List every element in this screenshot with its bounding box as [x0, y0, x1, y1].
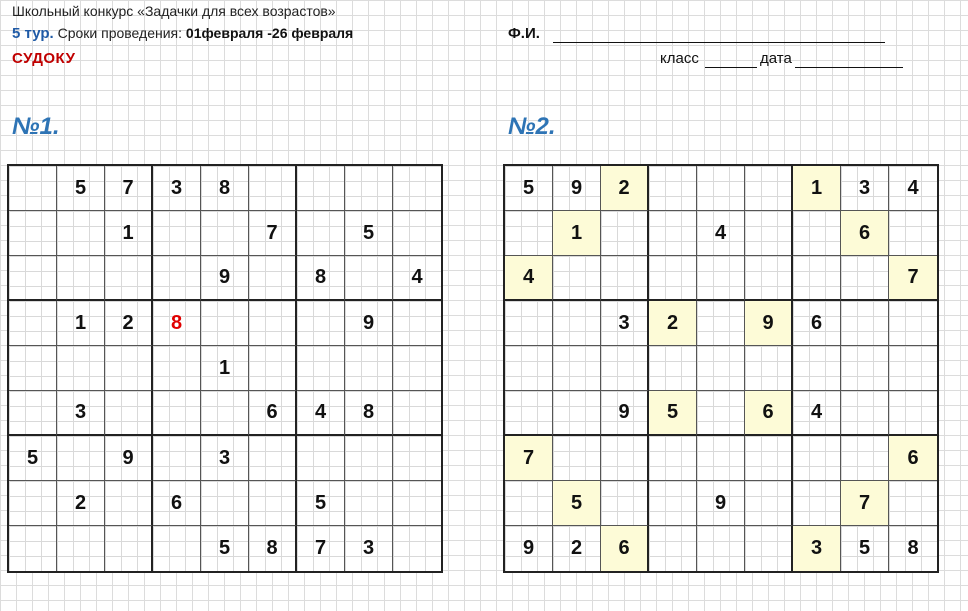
sudoku-cell[interactable] — [745, 256, 793, 301]
date-label: дата — [760, 50, 792, 67]
sudoku-cell[interactable] — [697, 346, 745, 391]
sudoku-cell[interactable]: 4 — [393, 256, 441, 301]
sudoku-cell[interactable] — [841, 346, 889, 391]
sudoku-cell[interactable]: 4 — [505, 256, 553, 301]
sudoku-cell[interactable] — [697, 256, 745, 301]
sudoku-cell[interactable] — [889, 301, 937, 346]
sudoku-cell[interactable]: 2 — [105, 301, 153, 346]
sudoku-cell[interactable] — [297, 211, 345, 256]
sudoku-cell[interactable] — [697, 436, 745, 481]
sudoku-cell[interactable] — [649, 256, 697, 301]
sudoku-cell[interactable] — [153, 436, 201, 481]
sudoku-cell[interactable] — [57, 526, 105, 571]
sudoku-cell[interactable] — [249, 166, 297, 211]
sudoku-cell[interactable]: 6 — [841, 211, 889, 256]
sudoku-cell[interactable]: 9 — [105, 436, 153, 481]
sudoku-cell[interactable]: 3 — [601, 301, 649, 346]
sudoku-cell[interactable] — [297, 301, 345, 346]
sudoku-cell[interactable] — [889, 211, 937, 256]
sudoku-cell[interactable]: 9 — [553, 166, 601, 211]
sudoku-cell[interactable]: 4 — [793, 391, 841, 436]
sudoku-cell[interactable] — [345, 346, 393, 391]
sudoku-cell[interactable]: 9 — [745, 301, 793, 346]
sudoku-cell[interactable]: 9 — [345, 301, 393, 346]
sudoku-cell[interactable]: 5 — [553, 481, 601, 526]
sudoku-cell[interactable] — [745, 346, 793, 391]
sudoku-cell[interactable]: 7 — [297, 526, 345, 571]
sudoku-cell[interactable] — [793, 211, 841, 256]
sudoku-cell[interactable]: 8 — [345, 391, 393, 436]
sudoku-cell[interactable]: 1 — [793, 166, 841, 211]
sudoku-cell[interactable] — [393, 391, 441, 436]
sudoku-cell[interactable] — [697, 301, 745, 346]
sudoku-cell[interactable] — [9, 301, 57, 346]
sudoku-cell[interactable]: 8 — [907, 537, 919, 559]
sudoku-cell[interactable]: 9 — [201, 256, 249, 301]
sudoku-cell[interactable] — [553, 391, 601, 436]
sudoku-cell[interactable]: 6 — [793, 301, 841, 346]
sudoku-cell[interactable] — [793, 346, 841, 391]
sudoku-cell[interactable] — [841, 301, 889, 346]
sudoku-cell[interactable]: 6 — [745, 391, 793, 436]
sudoku-cell[interactable] — [793, 481, 841, 526]
sudoku-grid-1 — [7, 164, 443, 573]
sudoku-cell[interactable] — [601, 346, 649, 391]
sudoku-cell[interactable] — [649, 481, 697, 526]
sudoku-cell[interactable] — [105, 346, 153, 391]
sudoku-cell[interactable]: 8 — [201, 166, 249, 211]
sudoku-cell[interactable]: 3 — [201, 436, 249, 481]
contest-title: Школьный конкурс «Задачки для всех возрастов» — [12, 3, 336, 19]
sudoku-cell[interactable] — [153, 391, 201, 436]
sudoku-cell[interactable] — [745, 166, 793, 211]
sudoku-cell[interactable] — [201, 211, 249, 256]
sudoku-cell[interactable] — [505, 346, 553, 391]
sudoku-cell[interactable] — [105, 481, 153, 526]
sudoku-cell[interactable] — [505, 391, 553, 436]
sudoku-cell[interactable]: 8 — [249, 526, 297, 571]
sudoku-cell[interactable] — [153, 526, 201, 571]
sudoku-cell[interactable] — [505, 211, 553, 256]
sudoku-cell[interactable]: 5 — [9, 436, 57, 481]
sudoku-cell[interactable] — [553, 436, 601, 481]
sudoku-cell[interactable]: 6 — [889, 436, 937, 481]
sudoku-cell[interactable]: 4 — [297, 391, 345, 436]
sudoku-cell[interactable]: 7 — [505, 436, 553, 481]
sudoku-cell[interactable] — [393, 436, 441, 481]
sudoku-cell[interactable]: 8 — [297, 256, 345, 301]
sudoku-cell[interactable] — [9, 211, 57, 256]
sudoku-cell[interactable] — [393, 301, 441, 346]
sudoku-cell[interactable]: 1 — [201, 346, 249, 391]
sudoku-cell[interactable] — [153, 256, 201, 301]
sudoku-cell[interactable] — [249, 256, 297, 301]
sudoku-grid-2 — [503, 164, 939, 573]
sudoku-cell[interactable] — [297, 436, 345, 481]
sudoku-cell[interactable]: 5 — [297, 481, 345, 526]
sudoku-cell[interactable] — [393, 346, 441, 391]
sudoku-cell[interactable] — [249, 436, 297, 481]
period-label: Сроки проведения: — [57, 25, 183, 41]
sudoku-cell[interactable] — [201, 391, 249, 436]
sudoku-cell[interactable]: 6 — [601, 526, 649, 571]
sudoku-cell[interactable] — [841, 391, 889, 436]
sudoku-cell[interactable] — [697, 526, 745, 571]
sudoku-cell[interactable]: 1 — [553, 211, 601, 256]
puzzle1-title: №1. — [12, 113, 60, 140]
sudoku-cell[interactable]: 2 — [553, 526, 601, 571]
sudoku-cell[interactable] — [649, 526, 697, 571]
sudoku-cell[interactable] — [793, 436, 841, 481]
sudoku-cell[interactable] — [345, 256, 393, 301]
sudoku-cell[interactable]: 7 — [889, 256, 937, 301]
sudoku-cell[interactable] — [201, 481, 249, 526]
sudoku-cell[interactable] — [553, 256, 601, 301]
sudoku-cell[interactable] — [601, 436, 649, 481]
sudoku-cell[interactable] — [9, 391, 57, 436]
sudoku-cell[interactable] — [745, 436, 793, 481]
sudoku-cell[interactable] — [393, 211, 441, 256]
sudoku-cell[interactable] — [393, 526, 441, 571]
sudoku-cell[interactable] — [9, 481, 57, 526]
sudoku-cell[interactable]: 6 — [153, 481, 201, 526]
sudoku-cell[interactable]: 9 — [601, 391, 649, 436]
round-info — [12, 25, 353, 42]
sudoku-cell[interactable]: 3 — [153, 166, 201, 211]
sudoku-cell[interactable] — [249, 346, 297, 391]
sudoku-cell[interactable]: 5 — [57, 166, 105, 211]
sudoku-cell[interactable] — [601, 211, 649, 256]
sudoku-cell[interactable] — [793, 256, 841, 301]
sudoku-cell[interactable] — [57, 256, 105, 301]
sudoku-cell[interactable] — [9, 256, 57, 301]
sudoku-cell[interactable]: 5 — [345, 211, 393, 256]
sudoku-cell[interactable] — [889, 346, 937, 391]
dates: 01февраля -26 февраля — [185, 25, 354, 41]
sudoku-cell[interactable] — [889, 391, 937, 436]
sudoku-cell[interactable] — [105, 391, 153, 436]
sudoku-cell[interactable] — [153, 346, 201, 391]
sudoku-cell[interactable]: 5 — [841, 526, 889, 571]
sudoku-cell[interactable] — [57, 346, 105, 391]
sudoku-cell[interactable] — [105, 256, 153, 301]
sudoku-cell[interactable] — [649, 166, 697, 211]
class-label: класс — [660, 50, 699, 67]
sudoku-cell[interactable] — [249, 301, 297, 346]
sudoku-cell[interactable]: 1 — [57, 301, 105, 346]
sudoku-cell[interactable] — [601, 481, 649, 526]
sudoku-cell[interactable]: 7 — [249, 211, 297, 256]
sudoku-cell[interactable] — [345, 436, 393, 481]
sudoku-cell[interactable] — [697, 166, 745, 211]
sudoku-cell[interactable]: 5 — [649, 391, 697, 436]
sudoku-cell[interactable] — [697, 391, 745, 436]
sudoku-cell[interactable] — [201, 301, 249, 346]
sudoku-cell[interactable]: 4 — [889, 166, 937, 211]
sudoku-cell[interactable] — [889, 481, 937, 526]
sudoku-cell[interactable]: 2 — [649, 301, 697, 346]
sudoku-cell[interactable]: 2 — [57, 481, 105, 526]
fio-underline — [553, 42, 885, 43]
sudoku-cell[interactable] — [393, 166, 441, 211]
sudoku-cell[interactable] — [841, 256, 889, 301]
sudoku-cell[interactable]: 5 — [505, 166, 553, 211]
sudoku-cell[interactable] — [57, 211, 105, 256]
sudoku-cell[interactable]: 3 — [793, 526, 841, 571]
sudoku-cell[interactable] — [153, 211, 201, 256]
sudoku-cell[interactable] — [297, 346, 345, 391]
sudoku-cell[interactable]: 6 — [249, 391, 297, 436]
sudoku-cell[interactable]: 7 — [841, 481, 889, 526]
sudoku-cell[interactable] — [649, 436, 697, 481]
sudoku-cell[interactable] — [841, 436, 889, 481]
date-underline — [795, 67, 903, 68]
sudoku-cell[interactable] — [553, 301, 601, 346]
sudoku-cell[interactable] — [297, 166, 345, 211]
game-title: СУДОКУ — [12, 50, 76, 67]
sudoku-cell[interactable]: 3 — [345, 526, 393, 571]
sudoku-cell[interactable]: 3 — [841, 166, 889, 211]
sudoku-cell[interactable] — [249, 481, 297, 526]
sudoku-cell[interactable]: 3 — [57, 391, 105, 436]
sudoku-cell[interactable] — [649, 346, 697, 391]
sudoku-cell[interactable]: 2 — [601, 166, 649, 211]
sudoku-cell[interactable] — [505, 481, 553, 526]
fio-label: Ф.И. — [508, 25, 540, 42]
sudoku-cell[interactable] — [505, 301, 553, 346]
sudoku-cell[interactable]: 7 — [105, 166, 153, 211]
sudoku-cell[interactable] — [345, 481, 393, 526]
sudoku-cell[interactable]: 4 — [697, 211, 745, 256]
sudoku-cell[interactable]: 9 — [505, 526, 553, 571]
sudoku-cell[interactable]: 8 — [153, 301, 201, 346]
round-number: 5 тур. — [12, 25, 54, 42]
sudoku-cell[interactable] — [9, 346, 57, 391]
sudoku-cell[interactable]: 9 — [697, 481, 745, 526]
class-underline — [705, 67, 757, 68]
sudoku-cell[interactable] — [9, 526, 57, 571]
sudoku-cell[interactable] — [105, 526, 153, 571]
sudoku-cell[interactable] — [57, 436, 105, 481]
sudoku-cell[interactable] — [601, 256, 649, 301]
sudoku-cell[interactable] — [649, 211, 697, 256]
sudoku-cell[interactable] — [9, 166, 57, 211]
sudoku-cell[interactable]: 5 — [201, 526, 249, 571]
sudoku-cell[interactable] — [345, 166, 393, 211]
sudoku-cell[interactable] — [745, 481, 793, 526]
sudoku-cell[interactable] — [553, 346, 601, 391]
sudoku-cell[interactable] — [745, 211, 793, 256]
puzzle2-title: №2. — [508, 113, 556, 140]
sudoku-cell[interactable] — [393, 481, 441, 526]
sudoku-cell[interactable]: 1 — [105, 211, 153, 256]
sudoku-cell[interactable] — [745, 526, 793, 571]
